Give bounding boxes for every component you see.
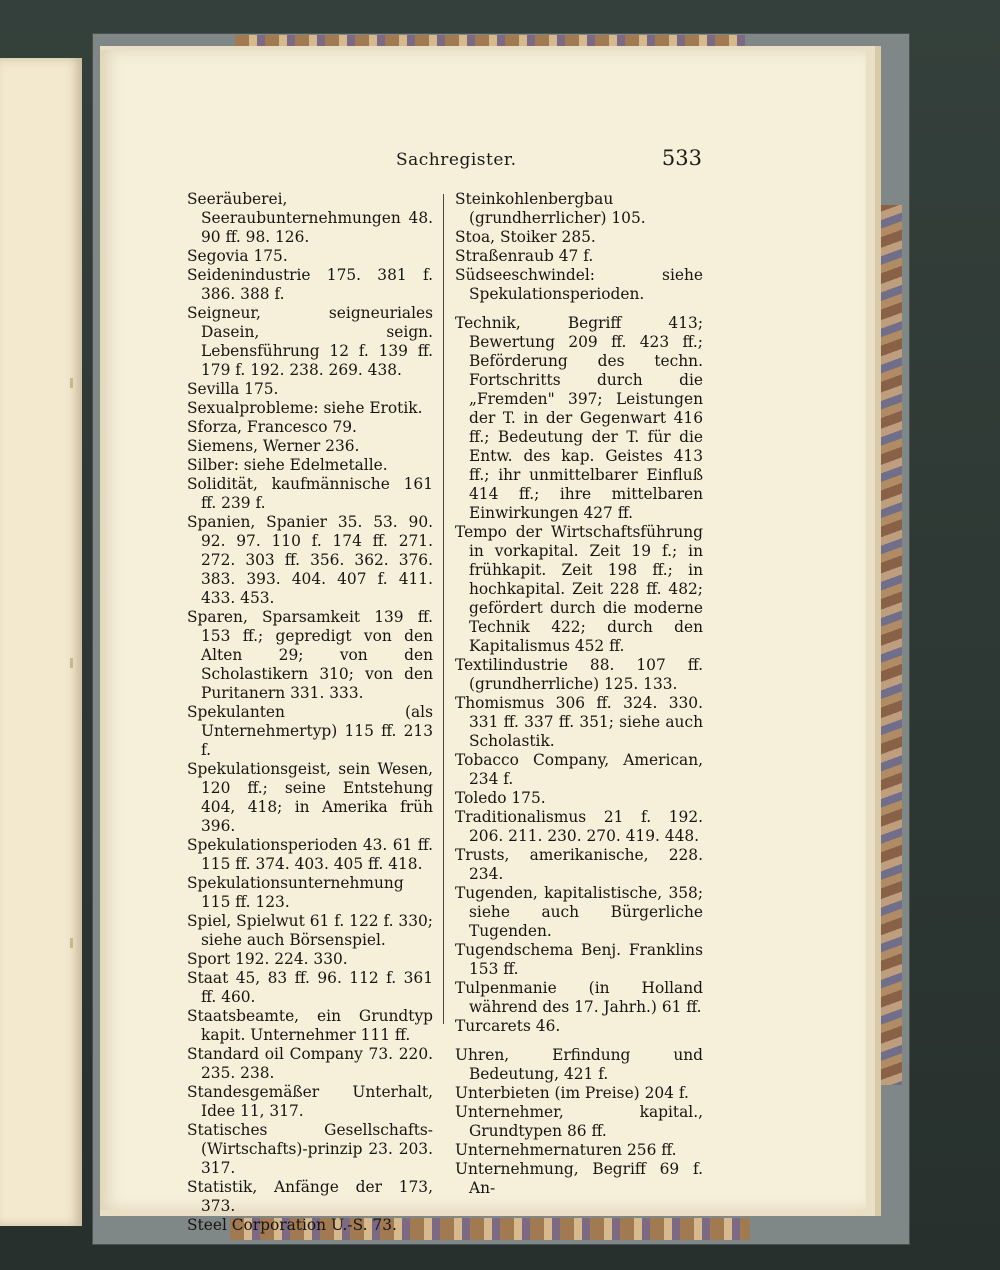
index-entry: Turcarets 46. xyxy=(455,1017,561,1035)
index-entry: Statistik, Anfänge der 173, 373. xyxy=(187,1178,433,1215)
index-entry: Unterbieten (im Preise) 204 f. xyxy=(455,1084,689,1102)
index-entry: Unternehmernaturen 256 ff. xyxy=(455,1141,677,1159)
index-entry: Seidenindustrie 175. 381 f. 386. 388 f. xyxy=(187,266,433,303)
index-entry: Technik, Begriff 413; Bewertung 209 ff. 423 ff.; Beförderung des techn. Fortschritts durch die „Fremden" 397; Leistungen der T. in der Gegenwart 416 ff.; Bedeutung der T. für die Entw. des kap. Geistes 413 ff.; ihr unmittelbarer Einfluß 414 ff.; ihre mittelbaren Einwirkungen 427 ff. xyxy=(455,314,703,522)
index-entry: Südseeschwindel: siehe Spekulationsperioden. xyxy=(455,266,703,303)
index-entry: Spiel, Spielwut 61 f. 122 f. 330; siehe auch Börsenspiel. xyxy=(187,912,433,949)
index-entry: Spekulationsunternehmung 115 ff. 123. xyxy=(187,874,404,911)
index-entry: Tempo der Wirtschaftsführung in vorkapital. Zeit 19 f.; in frühkapit. Zeit 198 ff.; in hochkapital. Zeit 228 ff. 482; gefördert durch die moderne Technik 422; durch den Kapitalismus 452 ff. xyxy=(455,523,703,655)
index-entry: Statisches Gesellschafts- (Wirtschafts)-prinzip 23. 203. 317. xyxy=(187,1121,433,1177)
index-entry: Standard oil Company 73. 220. 235. 238. xyxy=(187,1045,433,1082)
index-column-right xyxy=(455,190,703,1198)
index-entry: Tulpenmanie (in Holland während des 17. Jahrh.) 61 ff. xyxy=(455,979,703,1016)
index-entry: Unternehmung, Begriff 69 f. An- xyxy=(455,1160,703,1197)
index-entry: Sexualprobleme: siehe Erotik. xyxy=(187,399,423,417)
index-entry: Tobacco Company, American, 234 f. xyxy=(455,751,703,788)
left-page-edge xyxy=(0,58,82,1226)
page-number: 533 xyxy=(661,146,702,170)
section-gap xyxy=(455,304,703,314)
index-entry: Toledo 175. xyxy=(455,789,546,807)
index-entry: Thomismus 306 ff. 324. 330. 331 ff. 337 ff. 351; siehe auch Scholastik. xyxy=(455,694,703,750)
binding-stitch xyxy=(70,378,73,388)
index-entry: Solidität, kaufmännische 161 ff. 239 f. xyxy=(187,475,433,512)
index-entry: Trusts, amerikanische, 228. 234. xyxy=(455,846,703,883)
index-entry: Staatsbeamte, ein Grundtyp kapit. Unternehmer 111 ff. xyxy=(187,1007,433,1044)
index-entry: Unternehmer, kapital., Grundtypen 86 ff. xyxy=(455,1103,703,1140)
index-entry: Segovia 175. xyxy=(187,247,288,265)
running-header xyxy=(396,146,702,180)
section-gap xyxy=(455,1036,703,1046)
index-entry: Silber: siehe Edelmetalle. xyxy=(187,456,388,474)
index-entry: Sparen, Sparsamkeit 139 ff. 153 ff.; gepredigt von den Alten 29; von den Scholastikern 310; von den Puritanern 331. 333. xyxy=(187,608,433,702)
index-entry: Sport 192. 224. 330. xyxy=(187,950,348,968)
index-entry: Spekulanten (als Unternehmertyp) 115 ff. 213 f. xyxy=(187,703,433,759)
index-column-left xyxy=(187,190,433,1235)
index-entry: Tugendschema Benj. Franklins 153 ff. xyxy=(455,941,703,978)
index-entry: Steinkohlenbergbau (grundherrlicher) 105. xyxy=(455,190,646,227)
binding-stitch xyxy=(70,658,73,668)
index-entry: Uhren, Erfindung und Bedeutung, 421 f. xyxy=(455,1046,703,1083)
index-entry: Traditionalismus 21 f. 192. 206. 211. 230. 270. 419. 448. xyxy=(455,808,703,845)
binding-stitch xyxy=(70,938,73,948)
index-entry: Stoa, Stoiker 285. xyxy=(455,228,596,246)
index-entry: Siemens, Werner 236. xyxy=(187,437,360,455)
index-entry: Spekulationsperioden 43. 61 ff. 115 ff. 374. 403. 405 ff. 418. xyxy=(187,836,433,873)
index-entry: Spekulationsgeist, sein Wesen, 120 ff.; seine Entstehung 404, 418; in Amerika früh 396. xyxy=(187,760,433,835)
index-entry: Standesgemäßer Unterhalt, Idee 11, 317. xyxy=(187,1083,433,1120)
index-entry: Sevilla 175. xyxy=(187,380,279,398)
header-title: Sachregister. xyxy=(396,150,517,170)
index-entry: Sforza, Francesco 79. xyxy=(187,418,357,436)
index-entry: Straßenraub 47 f. xyxy=(455,247,594,265)
index-entry: Tugenden, kapitalistische, 358; siehe auch Bürgerliche Tugenden. xyxy=(455,884,703,940)
index-entry: Seigneur, seigneuriales Dasein, seign. Lebensführung 12 f. 139 ff. 179 f. 192. 238. 269. 438. xyxy=(187,304,433,379)
index-entry: Textilindustrie 88. 107 ff. (grundherrliche) 125. 133. xyxy=(455,656,703,693)
index-entry: Staat 45, 83 ff. 96. 112 f. 361 ff. 460. xyxy=(187,969,433,1006)
index-entry: Seeräuberei, Seeraubunternehmungen 48. 90 ff. 98. 126. xyxy=(187,190,433,246)
index-entry: Spanien, Spanier 35. 53. 90. 92. 97. 110 f. 174 ff. 271. 272. 303 ff. 356. 362. 376. 383. 393. 404. 407 f. 411. 433. 453. xyxy=(187,513,433,607)
index-entry: Steel Corporation U.-S. 73. xyxy=(187,1216,397,1234)
column-divider xyxy=(443,194,444,1024)
